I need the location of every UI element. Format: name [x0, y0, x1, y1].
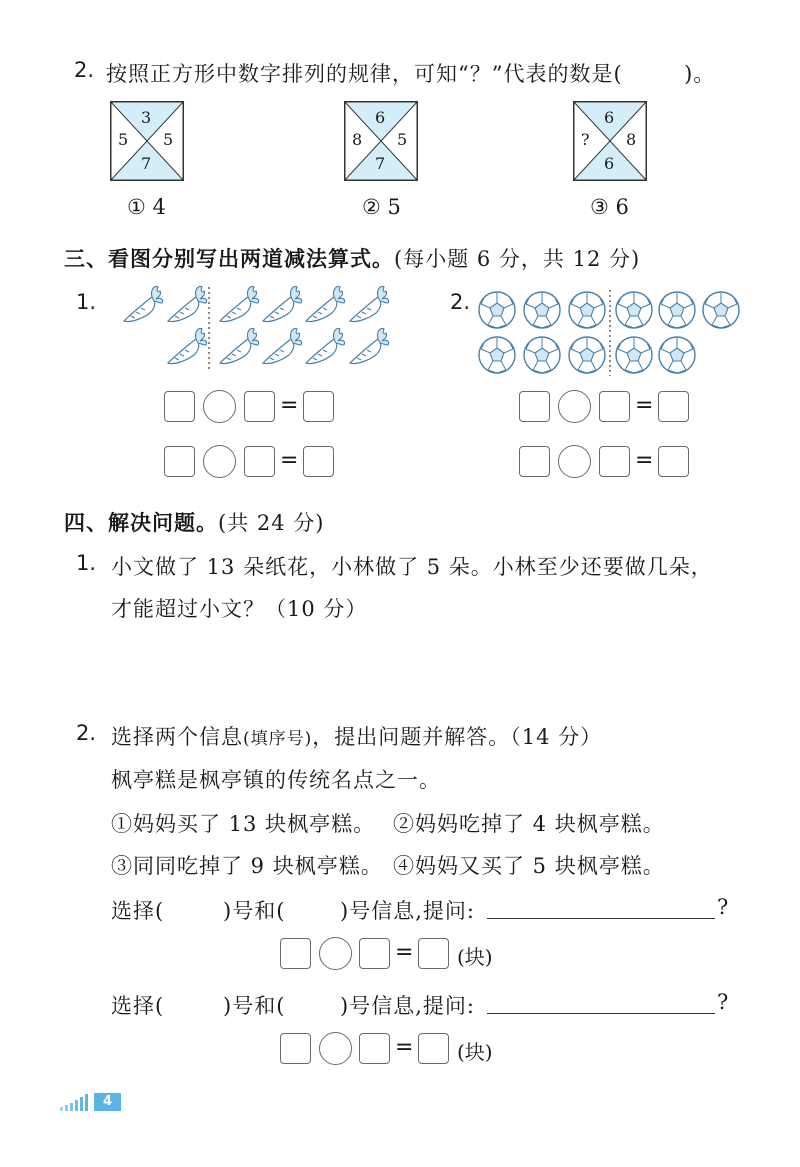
info-2: ②妈妈吃掉了 4 块枫亭糕。	[393, 812, 665, 836]
section-3-heading	[64, 243, 640, 273]
select-c: )号信息,提问:	[340, 899, 475, 923]
operator-circle[interactable]	[558, 390, 591, 423]
s4-q2-line-1-b: (填序号)	[243, 729, 313, 749]
number-square-2	[344, 101, 418, 181]
question-mark: ?	[717, 895, 730, 919]
section-4-heading	[64, 507, 324, 537]
answer-box[interactable]	[599, 446, 630, 477]
section-4-title: 四、解决问题。	[64, 511, 218, 535]
answer-box[interactable]	[303, 391, 334, 422]
q2-number: 2.	[74, 58, 95, 82]
operator-circle[interactable]	[319, 1032, 352, 1065]
select-a: 选择(	[111, 899, 165, 923]
square-1-left: 5	[118, 130, 129, 149]
answer-box[interactable]	[280, 1033, 311, 1064]
equals-sign: =	[280, 393, 299, 418]
answer-box[interactable]	[599, 391, 630, 422]
square-2-left: 8	[352, 130, 363, 149]
square-3-left: ?	[581, 130, 590, 149]
question-mark: ?	[717, 990, 730, 1014]
option-3: ③ 6	[590, 195, 629, 219]
square-2-bottom: 7	[375, 154, 386, 173]
answer-box[interactable]	[280, 938, 311, 969]
square-1-right: 5	[163, 130, 174, 149]
equals-sign: =	[635, 448, 654, 473]
info-4: ④妈妈又买了 5 块枫亭糕。	[393, 854, 665, 878]
answer-box[interactable]	[519, 391, 550, 422]
s4-q1-line-2: 才能超过小文？（10 分）	[111, 597, 368, 621]
square-3-right: 8	[626, 130, 637, 149]
operator-circle[interactable]	[203, 390, 236, 423]
page-number: 4	[94, 1093, 121, 1111]
select-b: )号和(	[223, 994, 286, 1018]
carrots-picture	[118, 283, 398, 373]
info-1: ①妈妈买了 13 块枫亭糕。	[111, 812, 376, 836]
answer-box[interactable]	[658, 391, 689, 422]
unit-label: (块)	[457, 1040, 493, 1064]
s3-problem-2-number: 2.	[450, 290, 471, 314]
select-c: )号信息,提问:	[340, 994, 475, 1018]
s4-q2-line-1-a: 选择两个信息	[111, 725, 243, 749]
answer-box[interactable]	[658, 446, 689, 477]
answer-box[interactable]	[359, 938, 390, 969]
number-square-1	[110, 101, 184, 181]
answer-box[interactable]	[244, 446, 275, 477]
s4-q2-number: 2.	[76, 721, 97, 745]
answer-box[interactable]	[519, 446, 550, 477]
s4-q2-line-1	[111, 721, 602, 751]
question-answer-line[interactable]	[487, 1013, 715, 1014]
page-bars-icon	[60, 1093, 94, 1111]
square-1-bottom: 7	[141, 154, 152, 173]
square-2-right: 5	[397, 130, 408, 149]
answer-box[interactable]	[359, 1033, 390, 1064]
s4-q1-line-1: 小文做了 13 朵纸花，小林做了 5 朵。小林至少还要做几朵，	[111, 555, 713, 579]
operator-circle[interactable]	[558, 445, 591, 478]
unit-label: (块)	[457, 945, 493, 969]
answer-box[interactable]	[164, 391, 195, 422]
option-2: ② 5	[362, 195, 401, 219]
section-3-title: 三、看图分别写出两道减法算式。	[64, 247, 394, 271]
s4-q1-number: 1.	[76, 551, 97, 575]
equals-sign: =	[395, 940, 414, 965]
operator-circle[interactable]	[319, 937, 352, 970]
answer-box[interactable]	[418, 1033, 449, 1064]
answer-box[interactable]	[418, 938, 449, 969]
section-3-subtitle: (每小题 6 分，共 12 分)	[394, 247, 641, 271]
soccer-balls-picture	[476, 288, 744, 378]
info-3: ③同同吃掉了 9 块枫亭糕。	[111, 854, 383, 878]
equals-sign: =	[395, 1035, 414, 1060]
question-answer-line[interactable]	[487, 918, 715, 919]
square-3-top: 6	[604, 108, 615, 127]
select-b: )号和(	[223, 899, 286, 923]
square-1-top: 3	[141, 108, 152, 127]
select-a: 选择(	[111, 994, 165, 1018]
square-3-bottom: 6	[604, 154, 615, 173]
section-4-subtitle: (共 24 分)	[218, 511, 325, 535]
s4-q2-line-1-c: ，提出问题并解答。（14 分）	[312, 725, 603, 749]
answer-box[interactable]	[303, 446, 334, 477]
equals-sign: =	[635, 393, 654, 418]
s3-problem-1-number: 1.	[76, 290, 97, 314]
number-square-3	[573, 101, 647, 181]
option-1: ① 4	[127, 195, 166, 219]
q2-text: 按照正方形中数字排列的规律，可知“？”代表的数是( )。	[106, 62, 716, 86]
answer-box[interactable]	[164, 446, 195, 477]
answer-box[interactable]	[244, 391, 275, 422]
square-2-top: 6	[375, 108, 386, 127]
operator-circle[interactable]	[203, 445, 236, 478]
s4-q2-line-2: 枫亭糕是枫亭镇的传统名点之一。	[111, 768, 441, 792]
equals-sign: =	[280, 448, 299, 473]
